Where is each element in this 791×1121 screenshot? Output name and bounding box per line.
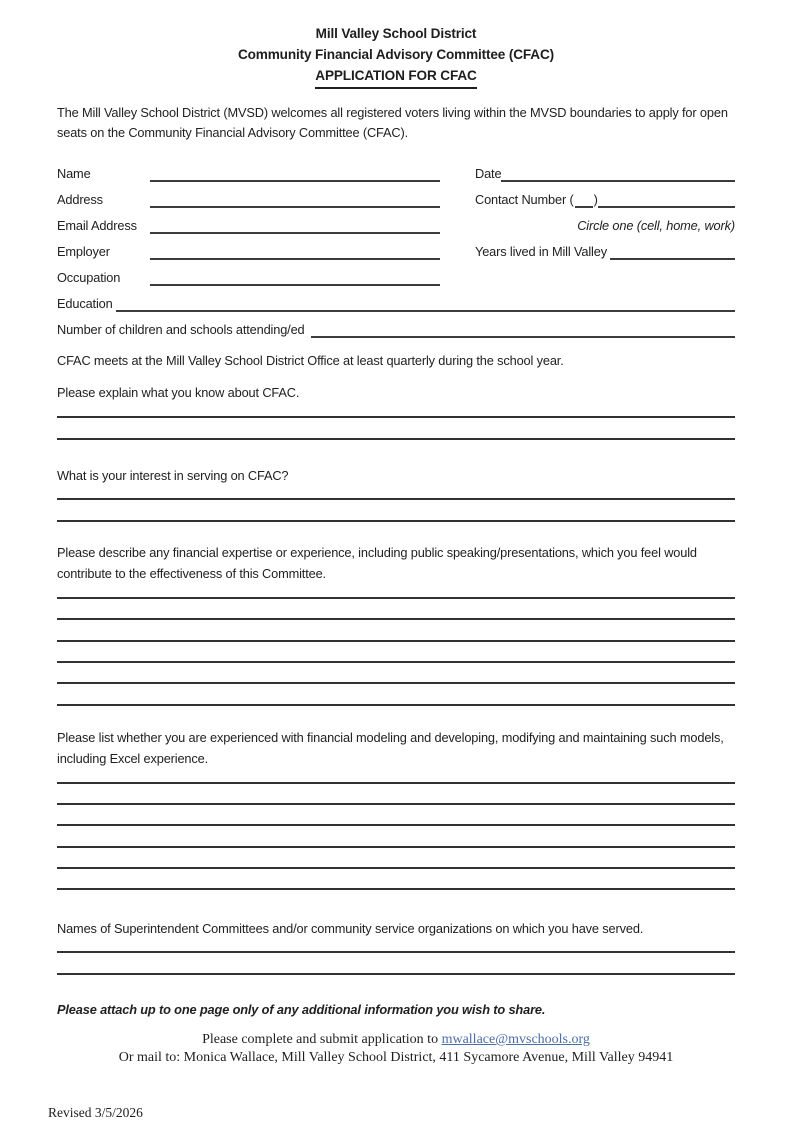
circle-one-note: Circle one (cell, home, work)	[577, 217, 735, 233]
answer-line	[57, 520, 735, 542]
submit-email-line	[57, 1031, 735, 1049]
occupation-field-line	[150, 268, 440, 286]
row-name-date	[57, 156, 735, 182]
row-email-circleone	[57, 208, 735, 234]
application-title: APPLICATION FOR CFAC	[57, 65, 735, 89]
years-lived-label: Years lived in Mill Valley	[475, 243, 611, 259]
question-about-cfac: Please explain what you know about CFAC.	[57, 384, 300, 400]
intro-paragraph: The Mill Valley School District (MVSD) welcomes all registered voters living within the MVSD boundaries to apply for open seats on the Community Financial Advisory Committee (CFAC).	[57, 105, 728, 140]
email-field-line	[150, 216, 440, 234]
answer-area-about	[57, 416, 735, 460]
occupation-label: Occupation	[57, 269, 121, 285]
email-label: Email Address	[57, 217, 137, 233]
answer-line	[57, 597, 735, 618]
answer-line	[57, 682, 735, 703]
education-field-line	[116, 294, 735, 312]
name-field-line	[150, 164, 440, 182]
answer-area-modeling	[57, 782, 735, 910]
answer-line	[57, 416, 735, 438]
email-link[interactable]: mwallace@mvschools.org	[441, 1032, 590, 1048]
row-employer-years	[57, 234, 735, 260]
answer-area-expertise	[57, 597, 735, 725]
answer-line	[57, 846, 735, 867]
answer-area-interest	[57, 498, 735, 542]
answer-line	[57, 867, 735, 888]
submit-email-prefix: Please complete and submit application to	[202, 1032, 442, 1048]
row-occupation	[57, 260, 735, 286]
answer-line	[57, 973, 735, 995]
answer-line	[57, 640, 735, 661]
area-code-line	[575, 192, 593, 208]
district-title: Mill Valley School District	[315, 26, 477, 41]
meeting-note: CFAC meets at the Mill Valley School District Office at least quarterly during the school year.	[57, 352, 564, 368]
question-interest: What is your interest in serving on CFAC?	[57, 467, 289, 483]
question-expertise: Please describe any financial expertise or experience, including public speaking/presentations, which you feel would contribute to the effectiveness of this Committee.	[57, 545, 697, 582]
committee-title: Community Financial Advisory Committee (CFAC)	[237, 47, 554, 62]
answer-line	[57, 438, 735, 460]
education-label: Education	[57, 295, 113, 311]
address-label: Address	[57, 191, 103, 207]
address-field-line	[150, 190, 440, 208]
contact-number-line	[598, 190, 735, 208]
contact-number-label: Contact Number (	[475, 191, 574, 207]
question-modeling: Please list whether you are experienced with financial modeling and developing, modifying and maintaining such models, including Excel experience.	[57, 729, 724, 766]
answer-line	[57, 951, 735, 973]
contact-paren-close: )	[593, 191, 598, 207]
submission-instructions	[57, 1031, 735, 1067]
answer-line	[57, 888, 735, 909]
answer-line	[57, 498, 735, 520]
answer-line	[57, 782, 735, 803]
row-children	[57, 312, 735, 338]
employer-field-line	[150, 242, 440, 260]
answer-line	[57, 803, 735, 824]
children-schools-label: Number of children and schools attending/ed	[57, 321, 308, 337]
name-label: Name	[57, 165, 91, 181]
children-schools-line	[311, 320, 735, 338]
revised-date: Revised 3/5/2026	[48, 1105, 143, 1121]
row-address-contact	[57, 182, 735, 208]
years-lived-line	[610, 242, 735, 260]
answer-area-committees	[57, 951, 735, 995]
question-committees: Names of Superintendent Committees and/or community service organizations on which you have served.	[57, 920, 644, 936]
answer-line	[57, 824, 735, 845]
row-education	[57, 286, 735, 312]
document-header	[57, 23, 735, 89]
attach-note: Please attach up to one page only of any additional information you wish to share.	[57, 1002, 546, 1018]
employer-label: Employer	[57, 243, 110, 259]
applicant-fields	[57, 156, 735, 338]
answer-line	[57, 618, 735, 639]
answer-line	[57, 661, 735, 682]
date-field-line	[501, 164, 735, 182]
date-label: Date	[475, 165, 502, 181]
answer-line	[57, 704, 735, 725]
mail-address-line: Or mail to: Monica Wallace, Mill Valley School District, 411 Sycamore Avenue, Mill Valley 94941	[118, 1050, 674, 1066]
